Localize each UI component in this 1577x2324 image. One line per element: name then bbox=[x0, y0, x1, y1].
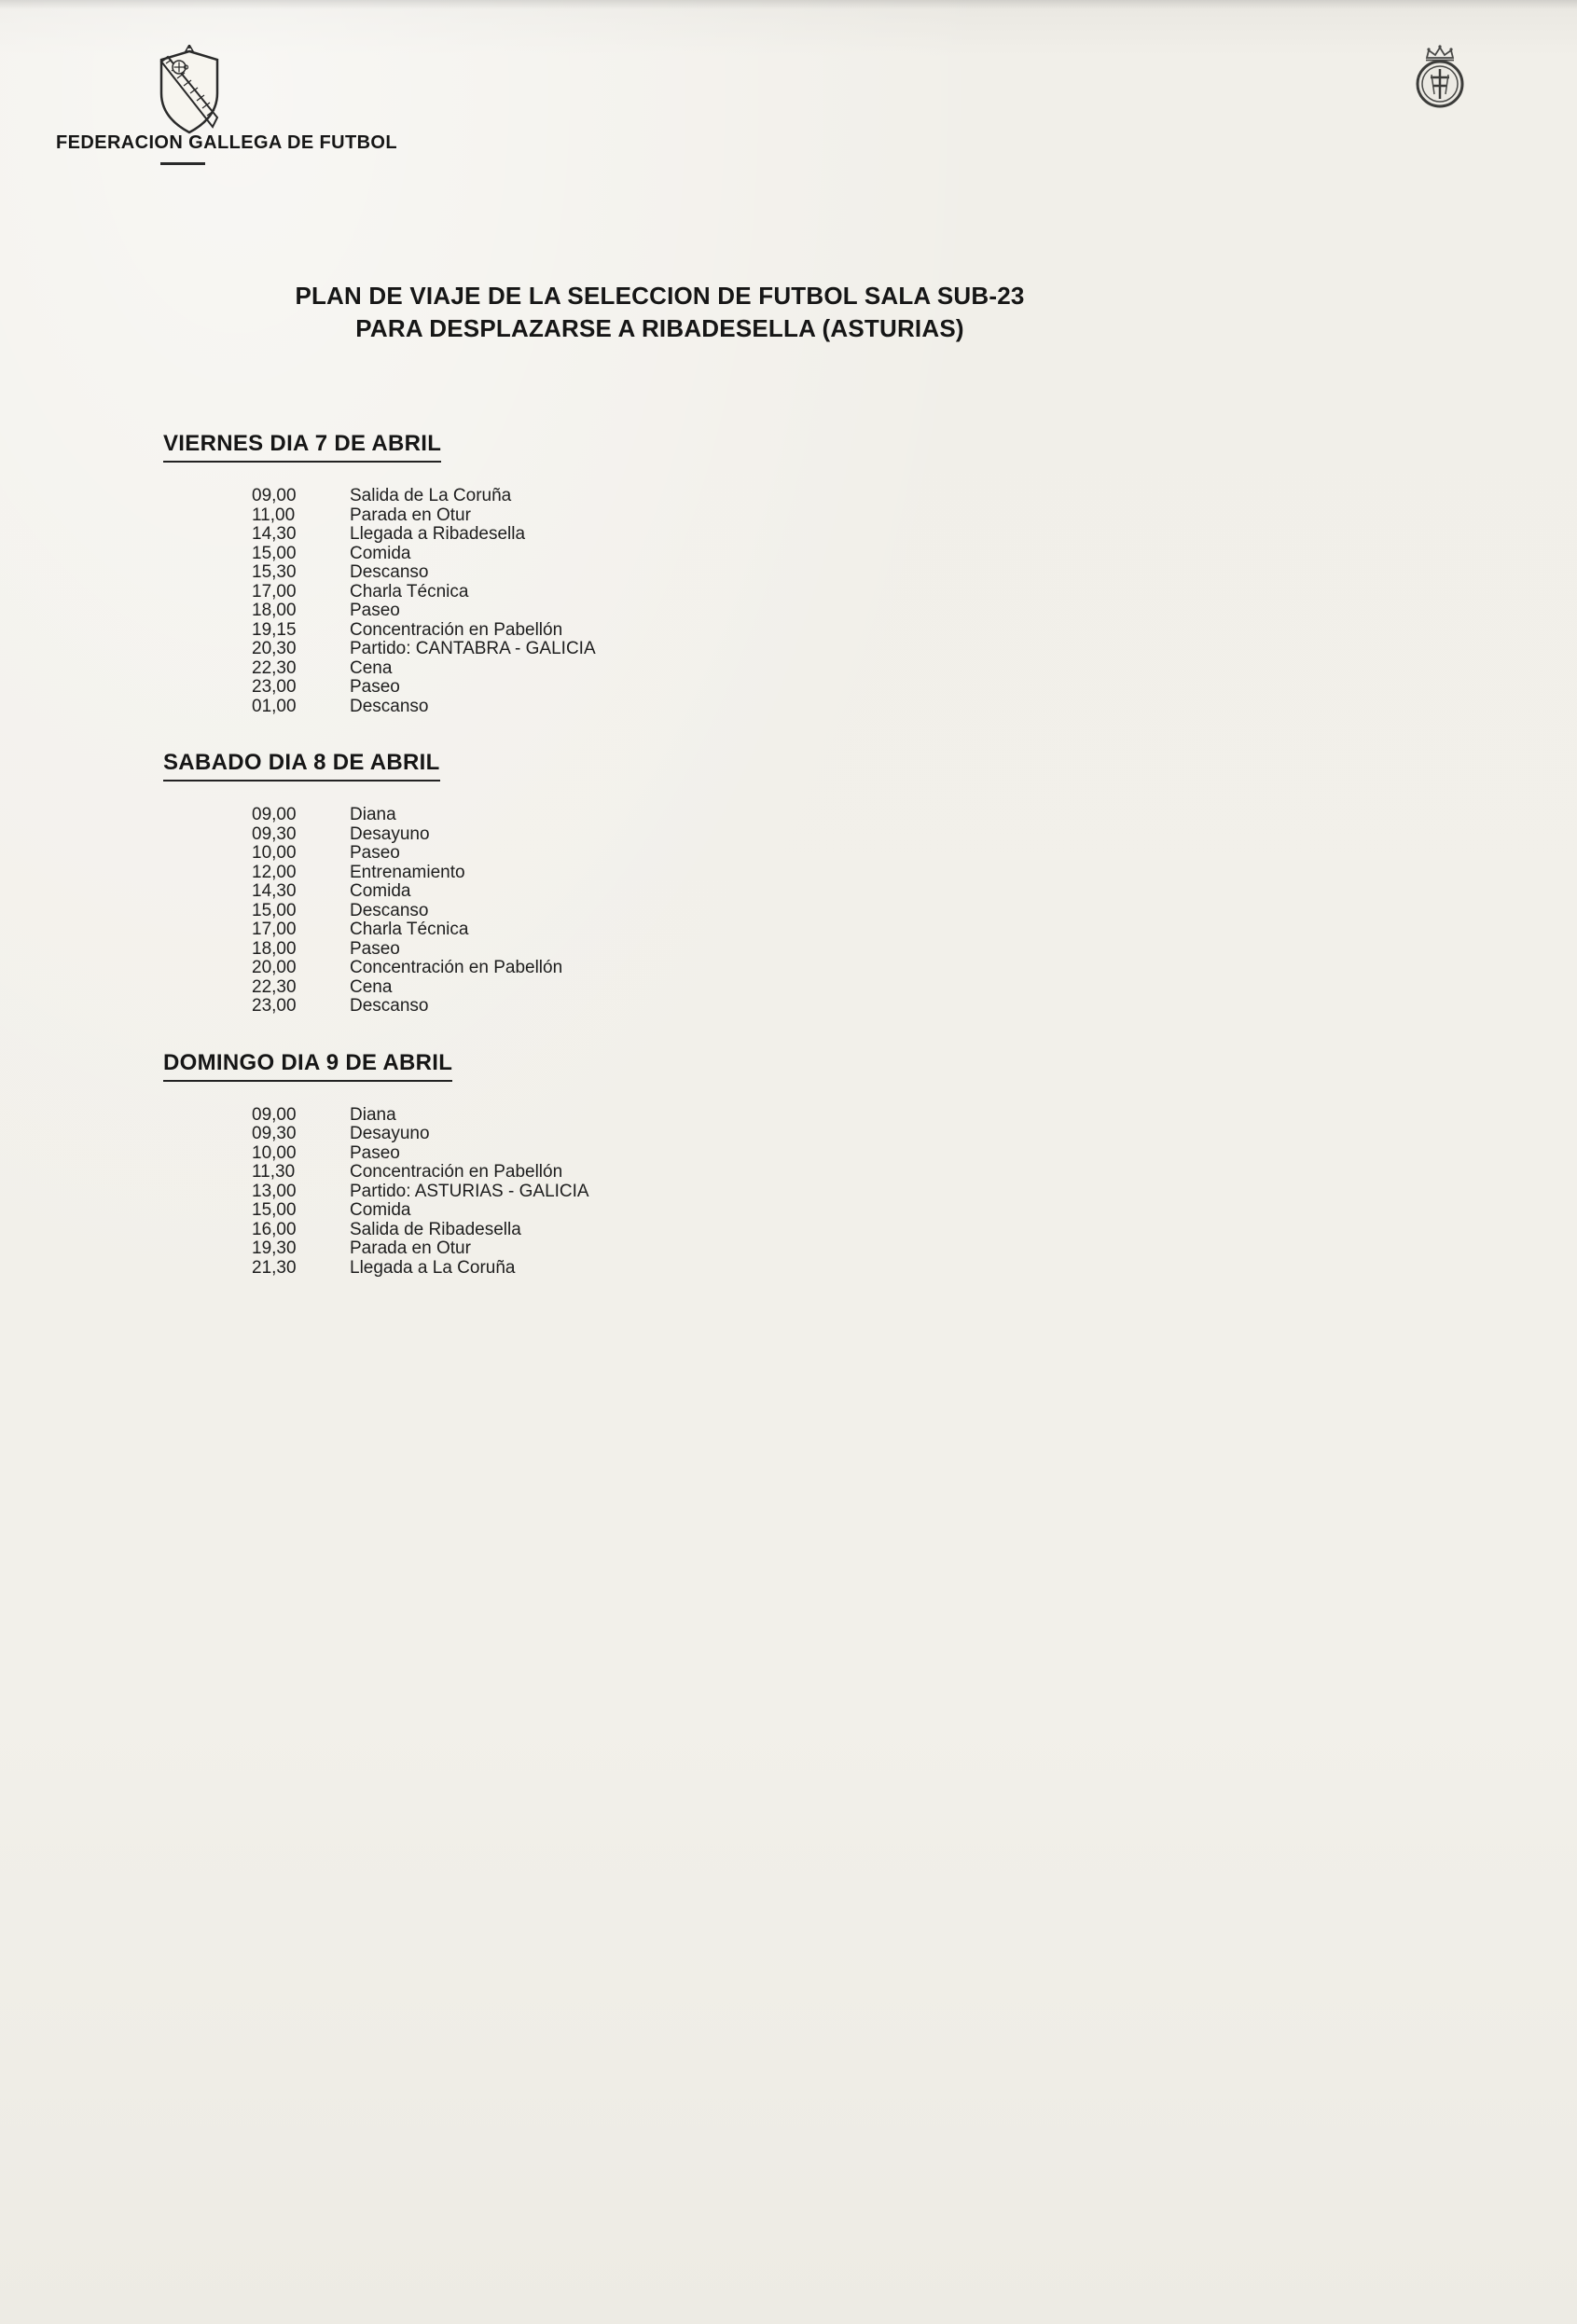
schedule-time: 09,00 bbox=[252, 486, 297, 505]
schedule-activity: Paseo bbox=[350, 677, 400, 697]
schedule-time: 23,00 bbox=[252, 996, 297, 1016]
schedule-row bbox=[252, 882, 1189, 902]
schedule-activity: Comida bbox=[350, 1200, 411, 1220]
schedule-time: 12,00 bbox=[252, 862, 297, 882]
schedule-row bbox=[252, 806, 1189, 825]
schedule-time: 09,30 bbox=[252, 1124, 297, 1143]
schedule-section bbox=[163, 1050, 1189, 1279]
schedule-activity: Comida bbox=[350, 543, 411, 563]
schedule-time: 17,00 bbox=[252, 920, 297, 939]
schedule-activity: Paseo bbox=[350, 938, 400, 959]
schedule-activity: Paseo bbox=[350, 601, 400, 620]
schedule-activity: Entrenamiento bbox=[350, 862, 465, 882]
schedule-activity: Descanso bbox=[350, 996, 429, 1016]
schedule-time: 09,30 bbox=[252, 823, 297, 844]
schedule-time: 01,00 bbox=[252, 696, 297, 716]
schedule-time: 19,15 bbox=[252, 619, 297, 640]
schedule-row bbox=[252, 678, 1189, 698]
schedule-activity: Llegada a La Coruña bbox=[350, 1257, 516, 1278]
schedule-activity: Descanso bbox=[350, 900, 429, 920]
schedule-activity: Cena bbox=[350, 657, 393, 678]
schedule-activity: Charla Técnica bbox=[350, 920, 469, 939]
document-title-line2: PARA DESPLAZARSE A RIBADESELLA (ASTURIAS) bbox=[355, 314, 964, 342]
schedule-row bbox=[252, 563, 1189, 583]
schedule-rows bbox=[252, 806, 1189, 1017]
schedule-time: 22,30 bbox=[252, 657, 297, 678]
schedule-row bbox=[252, 1125, 1189, 1144]
schedule-row bbox=[252, 844, 1189, 864]
schedule-time: 23,00 bbox=[252, 677, 297, 697]
section-heading: SABADO DIA 8 DE ABRIL bbox=[163, 750, 440, 782]
document-title-line1: PLAN DE VIAJE DE LA SELECCION DE FUTBOL SALA SUB-23 bbox=[295, 282, 1025, 310]
schedule-activity: Paseo bbox=[350, 1142, 400, 1163]
schedule-row bbox=[252, 1106, 1189, 1126]
schedule-sections bbox=[163, 431, 1189, 1278]
schedule-time: 14,30 bbox=[252, 524, 297, 544]
schedule-time: 18,00 bbox=[252, 938, 297, 959]
schedule-row bbox=[252, 1259, 1189, 1279]
schedule-time: 20,30 bbox=[252, 639, 297, 658]
schedule-time: 16,00 bbox=[252, 1219, 297, 1239]
schedule-time: 11,00 bbox=[252, 505, 296, 525]
schedule-time: 20,00 bbox=[252, 958, 297, 977]
schedule-time: 18,00 bbox=[252, 601, 297, 620]
schedule-time: 19,30 bbox=[252, 1238, 297, 1258]
schedule-time: 17,00 bbox=[252, 581, 297, 602]
schedule-row bbox=[252, 659, 1189, 679]
schedule-row bbox=[252, 1201, 1189, 1221]
schedule-time: 09,00 bbox=[252, 805, 297, 824]
schedule-activity: Partido: ASTURIAS - GALICIA bbox=[350, 1181, 589, 1201]
organization-name: FEDERACION GALLEGA DE FUTBOL bbox=[56, 132, 398, 153]
schedule-activity: Cena bbox=[350, 976, 393, 997]
schedule-row bbox=[252, 959, 1189, 978]
schedule-activity: Descanso bbox=[350, 696, 429, 716]
section-heading: DOMINGO DIA 9 DE ABRIL bbox=[163, 1050, 452, 1082]
schedule-row bbox=[252, 640, 1189, 659]
schedule-time: 10,00 bbox=[252, 843, 297, 863]
schedule-section bbox=[163, 431, 1189, 716]
schedule-section bbox=[163, 750, 1189, 1017]
schedule-time: 10,00 bbox=[252, 1142, 297, 1163]
schedule-row bbox=[252, 864, 1189, 883]
schedule-row bbox=[252, 583, 1189, 602]
schedule-row bbox=[252, 1239, 1189, 1259]
schedule-activity: Concentración en Pabellón bbox=[350, 1162, 563, 1182]
document-title bbox=[233, 280, 1086, 345]
schedule-time: 15,00 bbox=[252, 543, 297, 563]
schedule-activity: Salida de La Coruña bbox=[350, 486, 512, 505]
schedule-activity: Desayuno bbox=[350, 1124, 430, 1143]
schedule-activity: Concentración en Pabellón bbox=[350, 619, 563, 640]
schedule-activity: Paseo bbox=[350, 843, 400, 863]
schedule-row bbox=[252, 1163, 1189, 1183]
schedule-activity: Salida de Ribadesella bbox=[350, 1219, 521, 1239]
schedule-activity: Diana bbox=[350, 1104, 396, 1125]
schedule-activity: Partido: CANTABRA - GALICIA bbox=[350, 639, 596, 658]
schedule-time: 14,30 bbox=[252, 881, 297, 901]
schedule-row bbox=[252, 825, 1189, 845]
schedule-time: 22,30 bbox=[252, 976, 297, 997]
schedule-row bbox=[252, 545, 1189, 564]
schedule-row bbox=[252, 1144, 1189, 1164]
schedule-activity: Comida bbox=[350, 881, 411, 901]
schedule-time: 15,30 bbox=[252, 562, 297, 582]
schedule-rows bbox=[252, 1106, 1189, 1279]
schedule-activity: Desayuno bbox=[350, 823, 430, 844]
schedule-row bbox=[252, 1221, 1189, 1240]
schedule-activity: Descanso bbox=[350, 562, 429, 582]
schedule-row bbox=[252, 978, 1189, 998]
schedule-row bbox=[252, 602, 1189, 621]
schedule-row bbox=[252, 1183, 1189, 1202]
schedule-row bbox=[252, 698, 1189, 717]
schedule-row bbox=[252, 525, 1189, 545]
schedule-activity: Diana bbox=[350, 805, 396, 824]
schedule-time: 13,00 bbox=[252, 1181, 297, 1201]
schedule-row bbox=[252, 902, 1189, 921]
schedule-row bbox=[252, 487, 1189, 506]
schedule-time: 21,30 bbox=[252, 1257, 297, 1278]
schedule-activity: Llegada a Ribadesella bbox=[350, 524, 526, 544]
schedule-time: 09,00 bbox=[252, 1104, 297, 1125]
schedule-row bbox=[252, 940, 1189, 960]
schedule-activity: Concentración en Pabellón bbox=[350, 958, 563, 977]
schedule-row bbox=[252, 920, 1189, 940]
schedule-time: 11,30 bbox=[252, 1162, 296, 1182]
schedule-rows bbox=[252, 487, 1189, 716]
schedule-time: 15,00 bbox=[252, 900, 297, 920]
schedule-row bbox=[252, 506, 1189, 526]
schedule-activity: Charla Técnica bbox=[350, 581, 469, 602]
schedule-row bbox=[252, 997, 1189, 1017]
schedule-activity: Parada en Otur bbox=[350, 505, 471, 525]
schedule-row bbox=[252, 621, 1189, 641]
schedule-activity: Parada en Otur bbox=[350, 1238, 471, 1258]
section-heading: VIERNES DIA 7 DE ABRIL bbox=[163, 431, 441, 463]
schedule-time: 15,00 bbox=[252, 1200, 297, 1220]
